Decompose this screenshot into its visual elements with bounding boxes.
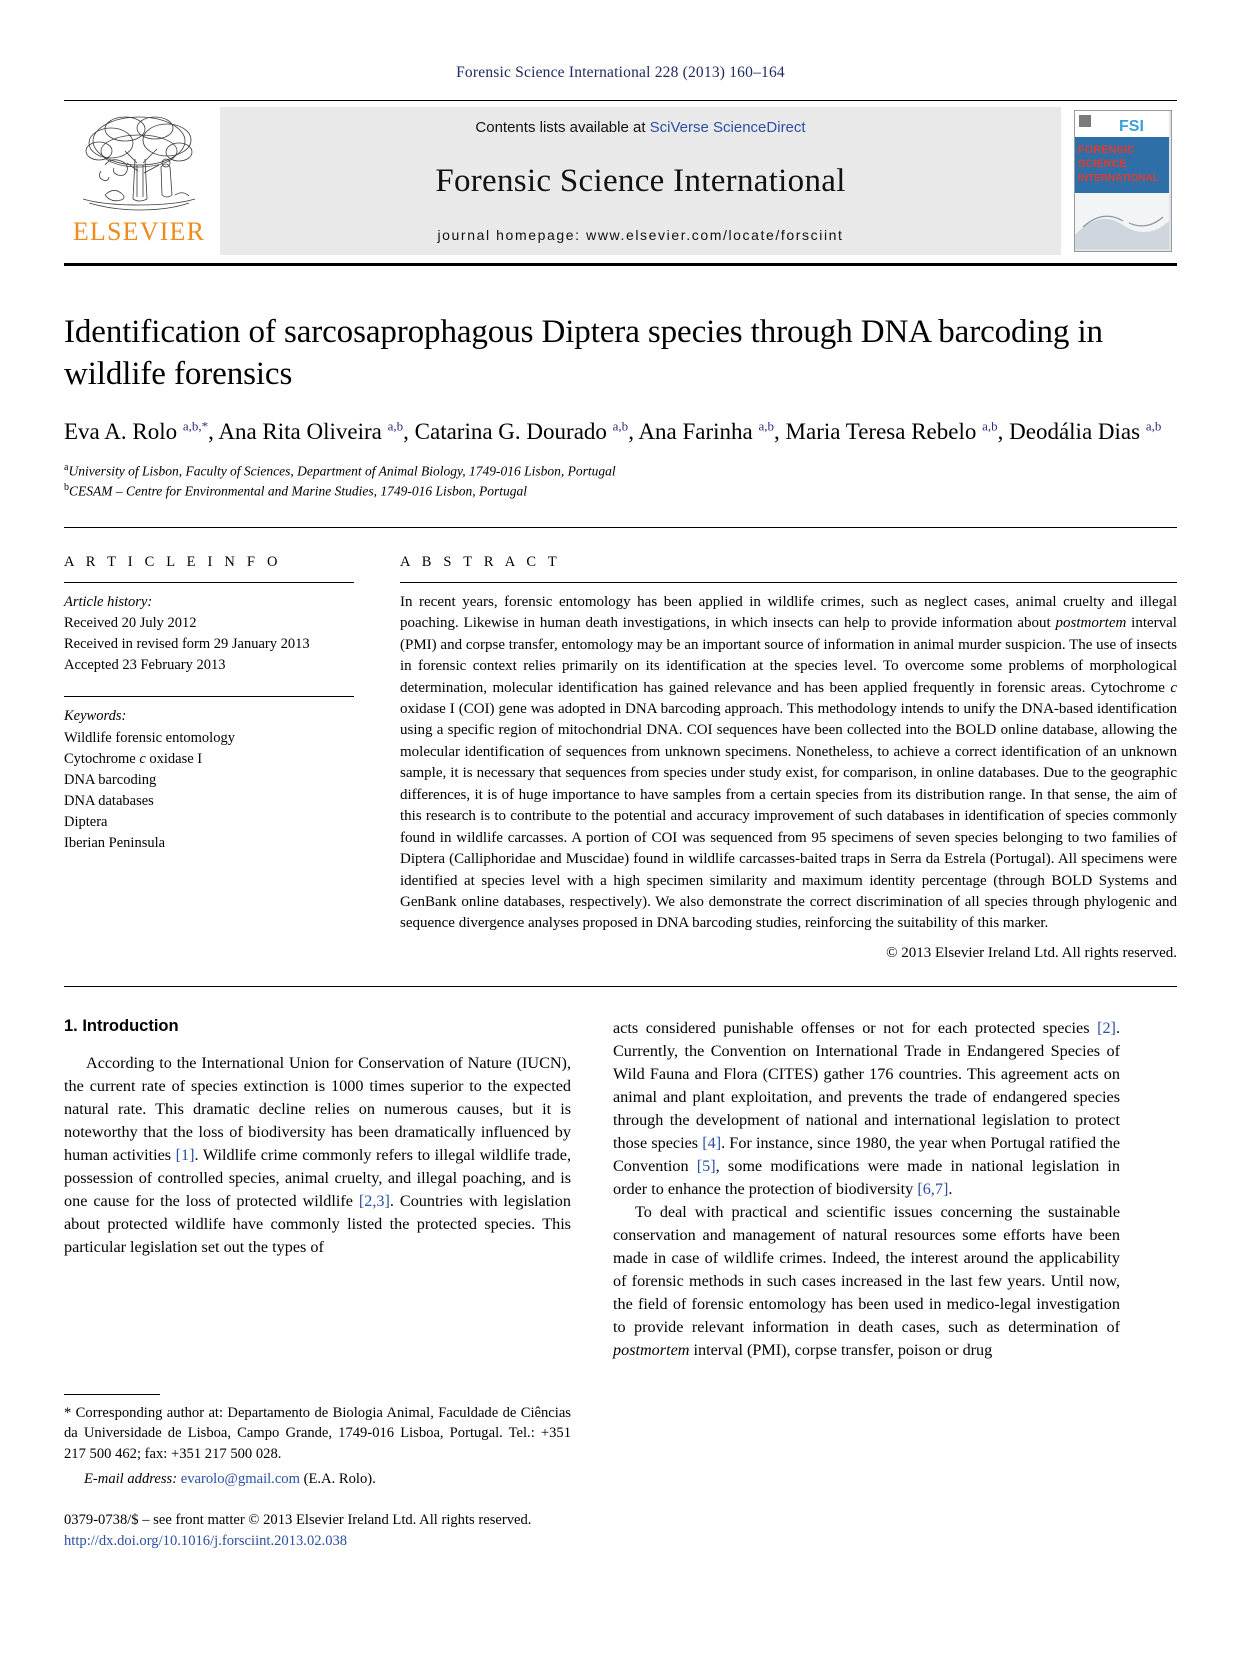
footnote-rule: [64, 1394, 160, 1395]
keywords-label: Keywords:: [64, 708, 127, 725]
intro-paragraph-right-1: acts considered punishable offenses or not for each protected species [2]. Currently, the Convention on International Trade in Endangered Species of Wild Fauna and Flora (CITES) gather 176 countries. This agreement acts on animal and plant exploitation, and prevents the trade of endangered species through the development of national and international legislation to protect those species [4]. For instance, since 1980, the year when Portugal ratified the Convention [5], some modifications were made in national legislation in order to enhance the protection of biodiversity [6,7].: [613, 1018, 1121, 1198]
email-label: E-mail address:: [84, 1470, 178, 1487]
footnote-region: [64, 1394, 571, 1552]
keyword-item: Diptera: [64, 814, 108, 831]
title-block: [64, 312, 1177, 501]
abstract-heading: A B S T R A C T: [400, 553, 561, 570]
article-history-block: [64, 592, 354, 677]
intro-paragraph-right-2: To deal with practical and scientific issues concerning the sustainable conservation and management of natural resources some efforts have been made in case of wildlife crimes. Indeed, the interest around the applicability of forensic methods in such cases increased in the last few years. Until now, the field of forensic entomology has been used in medico-legal investigation to provide relevant information in death cases, such as determination of postmortem interval (PMI), corpse transfer, poison or drug: [613, 1202, 1120, 1359]
publisher-logo: [64, 101, 214, 259]
history-revised: Received in revised form 29 January 2013: [64, 636, 310, 653]
article-info-column: [64, 554, 354, 962]
svg-text:FSI: FSI: [1119, 118, 1144, 135]
svg-text:INTERNATIONAL: INTERNATIONAL: [1078, 173, 1159, 184]
masthead-center: [220, 107, 1061, 255]
body-columns: [64, 1017, 1177, 1552]
sciencedirect-link[interactable]: SciVerse ScienceDirect: [649, 119, 806, 136]
svg-text:FORENSIC: FORENSIC: [1078, 144, 1135, 156]
email-line: [64, 1469, 571, 1490]
article-info-heading: A R T I C L E I N F O: [64, 553, 282, 570]
section-heading-introduction: 1. Introduction: [64, 1016, 179, 1035]
keyword-item: Cytochrome c oxidase I: [64, 750, 203, 767]
history-accepted: Accepted 23 February 2013: [64, 657, 226, 674]
affiliation-b: [64, 481, 1177, 501]
history-received: Received 20 July 2012: [64, 615, 197, 632]
affiliation-marker-b: b: [64, 481, 69, 493]
journal-title: Forensic Science International: [435, 163, 846, 199]
corresponding-author-text: * Corresponding author at: Departamento de Biologia Animal, Faculdade de Ciências da Universidade de Lisboa, Campo Grande, 1749-016 Lisboa, Portugal. Tel.: +351 217 500 462; fax: +351 217 500 028.: [64, 1404, 571, 1463]
keywords-rule: [64, 696, 354, 697]
keyword-item: Iberian Peninsula: [64, 835, 166, 852]
author-list: Eva A. Rolo $^{a,b,*}$, Ana Rita Oliveira $^{a,b}$, Catarina G. Dourado $^{a,b}$, Ana Farinha $^{a,b}$, Maria Teresa Rebelo $^{a,b}$, Deodália Dias $^{a,b}$: [64, 418, 1162, 445]
journal-cover-thumbnail: [1069, 101, 1177, 259]
svg-text:SCIENCE: SCIENCE: [1078, 158, 1127, 170]
email-link[interactable]: evarolo@gmail.com: [180, 1470, 300, 1487]
abstract-copyright: © 2013 Elsevier Ireland Ltd. All rights reserved.: [886, 944, 1177, 961]
corresponding-author-note: [64, 1403, 571, 1490]
page-title: Identification of sarcosaprophagous Diptera species through DNA barcoding in wildlife forensics: [64, 314, 1103, 392]
keyword-item: DNA barcoding: [64, 771, 157, 788]
affiliation-marker-a: a: [64, 461, 69, 473]
publisher-name: ELSEVIER: [72, 217, 206, 246]
running-head: Forensic Science International 228 (2013) 160–164: [456, 64, 785, 81]
abstract-rule: [400, 582, 1177, 583]
intro-paragraph-left: According to the International Union for Conservation of Nature (IUCN), the current rate of species extinction is 1000 times superior to the expected natural rate. This dramatic decline relies on numerous causes, but it is noteworthy that the loss of biodiversity has been dramatically influenced by human activities [1]. Wildlife crime commonly refers to illegal wildlife trade, possession of controlled species, animal cruelty, and illegal poaching, and is one cause for the loss of protected wildlife [2,3]. Countries with legislation about protected wildlife have commonly listed the protected species. This particular legislation set out the types of: [64, 1053, 571, 1256]
issn-line: 0379-0738/$ – see front matter © 2013 Elsevier Ireland Ltd. All rights reserved.: [64, 1511, 532, 1528]
journal-homepage-link[interactable]: journal homepage: www.elsevier.com/locate/forsciint: [437, 227, 844, 243]
contents-available-line: [475, 119, 805, 136]
affiliations: [64, 461, 1177, 501]
body-column-right: [613, 1017, 1120, 1552]
article-history-label: Article history:: [64, 593, 153, 610]
issn-copyright-block: [64, 1510, 571, 1552]
affiliation-text-b: CESAM – Centre for Environmental and Marine Studies, 1749-016 Lisbon, Portugal: [69, 483, 527, 499]
cover-art-image: [1075, 111, 1169, 249]
contents-prefix: Contents lists available at: [475, 119, 650, 136]
keyword-item: Wildlife forensic entomology: [64, 729, 235, 746]
affiliation-a: [64, 461, 1177, 481]
keywords-block: [64, 706, 354, 854]
info-abstract-region: [64, 527, 1177, 962]
body-top-rule: [64, 986, 1177, 987]
email-owner: (E.A. Rolo).: [303, 1470, 376, 1487]
affiliation-text-a: University of Lisbon, Faculty of Sciences, Department of Animal Biology, 1749-016 Lisbon, Portugal: [68, 463, 616, 479]
doi-link[interactable]: http://dx.doi.org/10.1016/j.forsciint.2013.02.038: [64, 1532, 348, 1549]
journal-masthead: [64, 100, 1177, 259]
masthead-bottom-rule: [64, 263, 1177, 266]
abstract-column: [400, 554, 1177, 962]
article-info-rule: [64, 582, 354, 583]
cover-art: [1074, 110, 1172, 252]
elsevier-tree-icon: [75, 107, 203, 215]
body-column-left: [64, 1017, 571, 1552]
keyword-item: DNA databases: [64, 793, 154, 810]
abstract-text: In recent years, forensic entomology has been applied in wildlife crimes, such as neglect cases, animal cruelty and illegal poaching. Likewise in human death investigations, in which insects can help to provide information about postmortem interval (PMI) and corpse transfer, entomology may be an important source of information in animal murder suspicion. The use of insects in forensic context relies primarily on its identification at the species level. To overcome some problems of morphological determination, molecular identification has gained relevance and has been applied frequently in forensic areas. Cytochrome c oxidase I (COI) gene was adopted in DNA barcoding approach. This methodology intends to unify the DNA-based identification using a specific region of mitochondrial DNA. COI sequences have been collected into the BOLD online database, allowing the molecular identification of sequences from unknown specimens. Nonetheless, to achieve a correct identification of an unknown sample, it is necessary that sequences from species under study exist, for comparison, in online databases. Due to the geographic differences, it is of huge importance to have samples from a certain species from its distribution range. In that sense, the aim of this research is to contribute to the potential and accuracy improvement of such databases in identification of species commonly found in wildlife carcasses. A portion of COI was sequenced from 95 specimens of seven species belonging to two families of Diptera (Calliphoridae and Muscidae) found in wildlife carcasses-baited traps in Serra da Estrela (Portugal). All specimens were identified at species level with a high specimen similarity and maximum identity percentage (through BOLD Systems and GenBank online databases, respectively). We also demonstrate the correct discrimination of all species through phylogenic and sequence divergence analyses proposed in DNA barcoding studies, reinforcing the suitability of this marker.: [400, 593, 1177, 932]
